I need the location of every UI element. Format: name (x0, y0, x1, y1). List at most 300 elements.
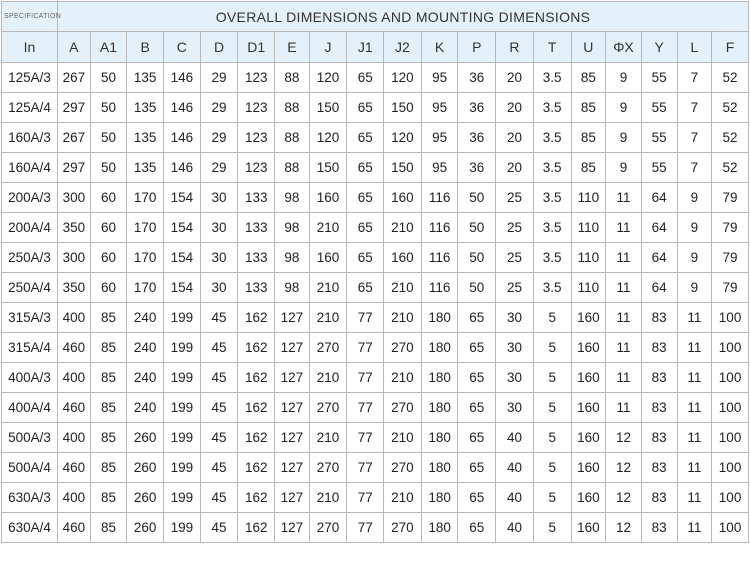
value-cell: 270 (384, 513, 422, 543)
value-cell: 9 (606, 93, 642, 123)
value-cell: 3.5 (533, 183, 571, 213)
value-cell: 199 (164, 303, 201, 333)
value-cell: 85 (571, 93, 606, 123)
value-cell: 240 (127, 333, 164, 363)
value-cell: 3.5 (533, 273, 571, 303)
value-cell: 64 (641, 273, 677, 303)
spec-cell: 160A/4 (2, 153, 58, 183)
value-cell: 65 (347, 273, 384, 303)
value-cell: 127 (275, 333, 310, 363)
value-cell: 127 (275, 453, 310, 483)
value-cell: 3.5 (533, 93, 571, 123)
value-cell: 150 (384, 153, 422, 183)
value-cell: 210 (384, 363, 422, 393)
spec-cell: 200A/4 (2, 213, 58, 243)
value-cell: 95 (421, 93, 458, 123)
table-row (2, 273, 749, 303)
value-cell: 65 (458, 483, 496, 513)
value-cell: 160 (571, 423, 606, 453)
value-cell: 79 (712, 273, 749, 303)
value-cell: 83 (641, 513, 677, 543)
spec-cell: 630A/4 (2, 513, 58, 543)
value-cell: 9 (606, 123, 642, 153)
value-cell: 400 (58, 303, 91, 333)
value-cell: 30 (200, 183, 238, 213)
value-cell: 36 (458, 123, 496, 153)
spec-cell: 250A/4 (2, 273, 58, 303)
value-cell: 45 (200, 393, 238, 423)
value-cell: 160 (571, 303, 606, 333)
value-cell: 160 (384, 183, 422, 213)
value-cell: 3.5 (533, 123, 571, 153)
value-cell: 64 (641, 183, 677, 213)
value-cell: 65 (347, 243, 384, 273)
value-cell: 98 (275, 243, 310, 273)
value-cell: 162 (238, 333, 275, 363)
value-cell: 50 (458, 243, 496, 273)
value-cell: 5 (533, 363, 571, 393)
value-cell: 260 (127, 513, 164, 543)
value-cell: 460 (58, 393, 91, 423)
value-cell: 11 (606, 393, 642, 423)
value-cell: 30 (200, 243, 238, 273)
value-cell: 77 (347, 303, 384, 333)
value-cell: 180 (421, 513, 458, 543)
value-cell: 210 (309, 423, 347, 453)
value-cell: 88 (275, 153, 310, 183)
value-cell: 123 (238, 123, 275, 153)
value-cell: 100 (712, 393, 749, 423)
column-header: L (677, 32, 712, 63)
value-cell: 40 (496, 423, 534, 453)
value-cell: 110 (571, 213, 606, 243)
table-row (2, 393, 749, 423)
value-cell: 20 (496, 93, 534, 123)
value-cell: 85 (571, 63, 606, 93)
value-cell: 123 (238, 153, 275, 183)
value-cell: 30 (200, 213, 238, 243)
value-cell: 270 (309, 333, 347, 363)
value-cell: 120 (384, 123, 422, 153)
value-cell: 45 (200, 513, 238, 543)
value-cell: 146 (164, 123, 201, 153)
value-cell: 11 (606, 183, 642, 213)
value-cell: 210 (309, 483, 347, 513)
table-row (2, 453, 749, 483)
value-cell: 199 (164, 423, 201, 453)
value-cell: 12 (606, 423, 642, 453)
value-cell: 11 (606, 213, 642, 243)
table-row (2, 483, 749, 513)
value-cell: 270 (384, 393, 422, 423)
value-cell: 5 (533, 333, 571, 363)
value-cell: 7 (677, 123, 712, 153)
value-cell: 160 (384, 243, 422, 273)
value-cell: 127 (275, 303, 310, 333)
table-row (2, 93, 749, 123)
value-cell: 120 (384, 63, 422, 93)
value-cell: 9 (606, 153, 642, 183)
value-cell: 65 (458, 393, 496, 423)
value-cell: 11 (606, 363, 642, 393)
value-cell: 5 (533, 453, 571, 483)
value-cell: 65 (347, 213, 384, 243)
value-cell: 160 (571, 333, 606, 363)
value-cell: 267 (58, 123, 91, 153)
value-cell: 3.5 (533, 243, 571, 273)
spec-cell: 250A/3 (2, 243, 58, 273)
specification-label: SPECIFICATION (2, 2, 58, 32)
value-cell: 20 (496, 123, 534, 153)
value-cell: 210 (309, 273, 347, 303)
value-cell: 77 (347, 483, 384, 513)
value-cell: 180 (421, 453, 458, 483)
value-cell: 100 (712, 423, 749, 453)
value-cell: 400 (58, 363, 91, 393)
value-cell: 199 (164, 453, 201, 483)
value-cell: 65 (458, 513, 496, 543)
value-cell: 65 (458, 303, 496, 333)
value-cell: 9 (606, 63, 642, 93)
spec-cell: 400A/3 (2, 363, 58, 393)
value-cell: 270 (309, 393, 347, 423)
value-cell: 77 (347, 423, 384, 453)
value-cell: 146 (164, 153, 201, 183)
column-header: A (58, 32, 91, 63)
value-cell: 83 (641, 483, 677, 513)
value-cell: 127 (275, 363, 310, 393)
value-cell: 162 (238, 483, 275, 513)
value-cell: 29 (200, 93, 238, 123)
value-cell: 160 (571, 363, 606, 393)
value-cell: 98 (275, 213, 310, 243)
value-cell: 11 (677, 393, 712, 423)
value-cell: 65 (347, 123, 384, 153)
value-cell: 270 (384, 333, 422, 363)
value-cell: 210 (384, 303, 422, 333)
value-cell: 199 (164, 483, 201, 513)
value-cell: 11 (606, 273, 642, 303)
value-cell: 210 (384, 213, 422, 243)
value-cell: 162 (238, 363, 275, 393)
value-cell: 79 (712, 243, 749, 273)
value-cell: 7 (677, 153, 712, 183)
value-cell: 29 (200, 123, 238, 153)
value-cell: 65 (458, 453, 496, 483)
column-header: C (164, 32, 201, 63)
value-cell: 95 (421, 123, 458, 153)
value-cell: 5 (533, 423, 571, 453)
value-cell: 20 (496, 153, 534, 183)
column-header: K (421, 32, 458, 63)
value-cell: 300 (58, 243, 91, 273)
spec-cell: 125A/3 (2, 63, 58, 93)
value-cell: 160 (309, 243, 347, 273)
value-cell: 123 (238, 93, 275, 123)
value-cell: 88 (275, 93, 310, 123)
spec-cell: 500A/4 (2, 453, 58, 483)
column-header-row (2, 32, 749, 63)
value-cell: 60 (90, 273, 127, 303)
value-cell: 50 (458, 273, 496, 303)
value-cell: 5 (533, 393, 571, 423)
value-cell: 162 (238, 303, 275, 333)
value-cell: 150 (309, 153, 347, 183)
column-header: J1 (347, 32, 384, 63)
value-cell: 30 (496, 363, 534, 393)
value-cell: 133 (238, 243, 275, 273)
spec-cell: 630A/3 (2, 483, 58, 513)
value-cell: 77 (347, 333, 384, 363)
value-cell: 98 (275, 183, 310, 213)
value-cell: 154 (164, 183, 201, 213)
value-cell: 170 (127, 213, 164, 243)
value-cell: 123 (238, 63, 275, 93)
value-cell: 11 (677, 513, 712, 543)
value-cell: 50 (90, 153, 127, 183)
value-cell: 20 (496, 63, 534, 93)
table-row (2, 303, 749, 333)
value-cell: 85 (90, 333, 127, 363)
table-row (2, 123, 749, 153)
value-cell: 85 (90, 423, 127, 453)
value-cell: 60 (90, 243, 127, 273)
value-cell: 170 (127, 243, 164, 273)
value-cell: 85 (90, 513, 127, 543)
value-cell: 460 (58, 333, 91, 363)
value-cell: 65 (458, 423, 496, 453)
value-cell: 120 (309, 123, 347, 153)
value-cell: 267 (58, 63, 91, 93)
spec-cell: 315A/4 (2, 333, 58, 363)
value-cell: 85 (571, 153, 606, 183)
value-cell: 9 (677, 273, 712, 303)
value-cell: 135 (127, 123, 164, 153)
value-cell: 180 (421, 333, 458, 363)
value-cell: 154 (164, 213, 201, 243)
value-cell: 240 (127, 393, 164, 423)
spec-cell: 500A/3 (2, 423, 58, 453)
value-cell: 146 (164, 63, 201, 93)
value-cell: 65 (458, 333, 496, 363)
value-cell: 45 (200, 453, 238, 483)
table-body (2, 63, 749, 543)
value-cell: 400 (58, 423, 91, 453)
value-cell: 79 (712, 213, 749, 243)
value-cell: 77 (347, 453, 384, 483)
value-cell: 116 (421, 243, 458, 273)
value-cell: 40 (496, 483, 534, 513)
value-cell: 50 (458, 183, 496, 213)
value-cell: 36 (458, 63, 496, 93)
value-cell: 55 (641, 93, 677, 123)
spec-cell: 160A/3 (2, 123, 58, 153)
value-cell: 5 (533, 303, 571, 333)
value-cell: 270 (309, 453, 347, 483)
value-cell: 65 (458, 363, 496, 393)
value-cell: 110 (571, 243, 606, 273)
value-cell: 11 (677, 363, 712, 393)
table-row (2, 243, 749, 273)
value-cell: 36 (458, 153, 496, 183)
value-cell: 297 (58, 153, 91, 183)
value-cell: 50 (90, 123, 127, 153)
value-cell: 88 (275, 63, 310, 93)
value-cell: 127 (275, 483, 310, 513)
table-row (2, 63, 749, 93)
value-cell: 135 (127, 153, 164, 183)
value-cell: 11 (677, 453, 712, 483)
value-cell: 9 (677, 183, 712, 213)
value-cell: 11 (677, 483, 712, 513)
value-cell: 52 (712, 123, 749, 153)
value-cell: 350 (58, 273, 91, 303)
value-cell: 260 (127, 423, 164, 453)
column-header: F (712, 32, 749, 63)
value-cell: 65 (347, 153, 384, 183)
value-cell: 50 (458, 213, 496, 243)
value-cell: 199 (164, 333, 201, 363)
value-cell: 5 (533, 513, 571, 543)
table-row (2, 213, 749, 243)
value-cell: 199 (164, 513, 201, 543)
value-cell: 3.5 (533, 213, 571, 243)
value-cell: 100 (712, 303, 749, 333)
value-cell: 52 (712, 63, 749, 93)
value-cell: 154 (164, 243, 201, 273)
value-cell: 11 (606, 243, 642, 273)
value-cell: 11 (677, 333, 712, 363)
column-header: ΦX (606, 32, 642, 63)
value-cell: 100 (712, 513, 749, 543)
value-cell: 210 (384, 273, 422, 303)
value-cell: 79 (712, 183, 749, 213)
spec-cell: 200A/3 (2, 183, 58, 213)
value-cell: 162 (238, 513, 275, 543)
value-cell: 50 (90, 93, 127, 123)
value-cell: 199 (164, 393, 201, 423)
value-cell: 88 (275, 123, 310, 153)
column-header: E (275, 32, 310, 63)
value-cell: 133 (238, 183, 275, 213)
value-cell: 160 (571, 393, 606, 423)
value-cell: 29 (200, 153, 238, 183)
value-cell: 127 (275, 393, 310, 423)
table-row (2, 513, 749, 543)
value-cell: 12 (606, 513, 642, 543)
value-cell: 133 (238, 273, 275, 303)
value-cell: 95 (421, 153, 458, 183)
table-row (2, 183, 749, 213)
value-cell: 300 (58, 183, 91, 213)
value-cell: 12 (606, 453, 642, 483)
value-cell: 270 (384, 453, 422, 483)
value-cell: 95 (421, 63, 458, 93)
value-cell: 52 (712, 153, 749, 183)
value-cell: 77 (347, 513, 384, 543)
value-cell: 45 (200, 363, 238, 393)
value-cell: 100 (712, 363, 749, 393)
value-cell: 127 (275, 513, 310, 543)
value-cell: 83 (641, 303, 677, 333)
value-cell: 7 (677, 93, 712, 123)
value-cell: 150 (384, 93, 422, 123)
value-cell: 45 (200, 303, 238, 333)
column-header: J2 (384, 32, 422, 63)
table-row (2, 423, 749, 453)
value-cell: 11 (677, 423, 712, 453)
value-cell: 85 (90, 453, 127, 483)
value-cell: 83 (641, 333, 677, 363)
value-cell: 100 (712, 453, 749, 483)
column-header: In (2, 32, 58, 63)
title-row (2, 2, 749, 32)
value-cell: 210 (384, 483, 422, 513)
value-cell: 116 (421, 273, 458, 303)
value-cell: 297 (58, 93, 91, 123)
value-cell: 30 (200, 273, 238, 303)
value-cell: 25 (496, 243, 534, 273)
value-cell: 9 (677, 213, 712, 243)
value-cell: 12 (606, 483, 642, 513)
value-cell: 25 (496, 183, 534, 213)
value-cell: 30 (496, 333, 534, 363)
value-cell: 85 (90, 303, 127, 333)
value-cell: 120 (309, 63, 347, 93)
value-cell: 55 (641, 63, 677, 93)
value-cell: 25 (496, 273, 534, 303)
value-cell: 40 (496, 453, 534, 483)
column-header: B (127, 32, 164, 63)
value-cell: 77 (347, 363, 384, 393)
value-cell: 146 (164, 93, 201, 123)
value-cell: 55 (641, 123, 677, 153)
value-cell: 40 (496, 513, 534, 543)
value-cell: 30 (496, 393, 534, 423)
value-cell: 160 (309, 183, 347, 213)
value-cell: 210 (309, 213, 347, 243)
value-cell: 64 (641, 243, 677, 273)
value-cell: 3.5 (533, 63, 571, 93)
value-cell: 7 (677, 63, 712, 93)
value-cell: 180 (421, 363, 458, 393)
value-cell: 180 (421, 423, 458, 453)
column-header: Y (641, 32, 677, 63)
value-cell: 83 (641, 423, 677, 453)
value-cell: 160 (571, 483, 606, 513)
dimensions-table (1, 1, 749, 543)
value-cell: 160 (571, 513, 606, 543)
value-cell: 77 (347, 393, 384, 423)
value-cell: 460 (58, 513, 91, 543)
value-cell: 135 (127, 63, 164, 93)
value-cell: 83 (641, 363, 677, 393)
value-cell: 210 (384, 423, 422, 453)
value-cell: 154 (164, 273, 201, 303)
value-cell: 260 (127, 453, 164, 483)
value-cell: 5 (533, 483, 571, 513)
value-cell: 100 (712, 333, 749, 363)
value-cell: 135 (127, 93, 164, 123)
value-cell: 350 (58, 213, 91, 243)
value-cell: 240 (127, 303, 164, 333)
value-cell: 85 (90, 393, 127, 423)
value-cell: 150 (309, 93, 347, 123)
value-cell: 3.5 (533, 153, 571, 183)
value-cell: 11 (606, 333, 642, 363)
value-cell: 270 (309, 513, 347, 543)
value-cell: 460 (58, 453, 91, 483)
